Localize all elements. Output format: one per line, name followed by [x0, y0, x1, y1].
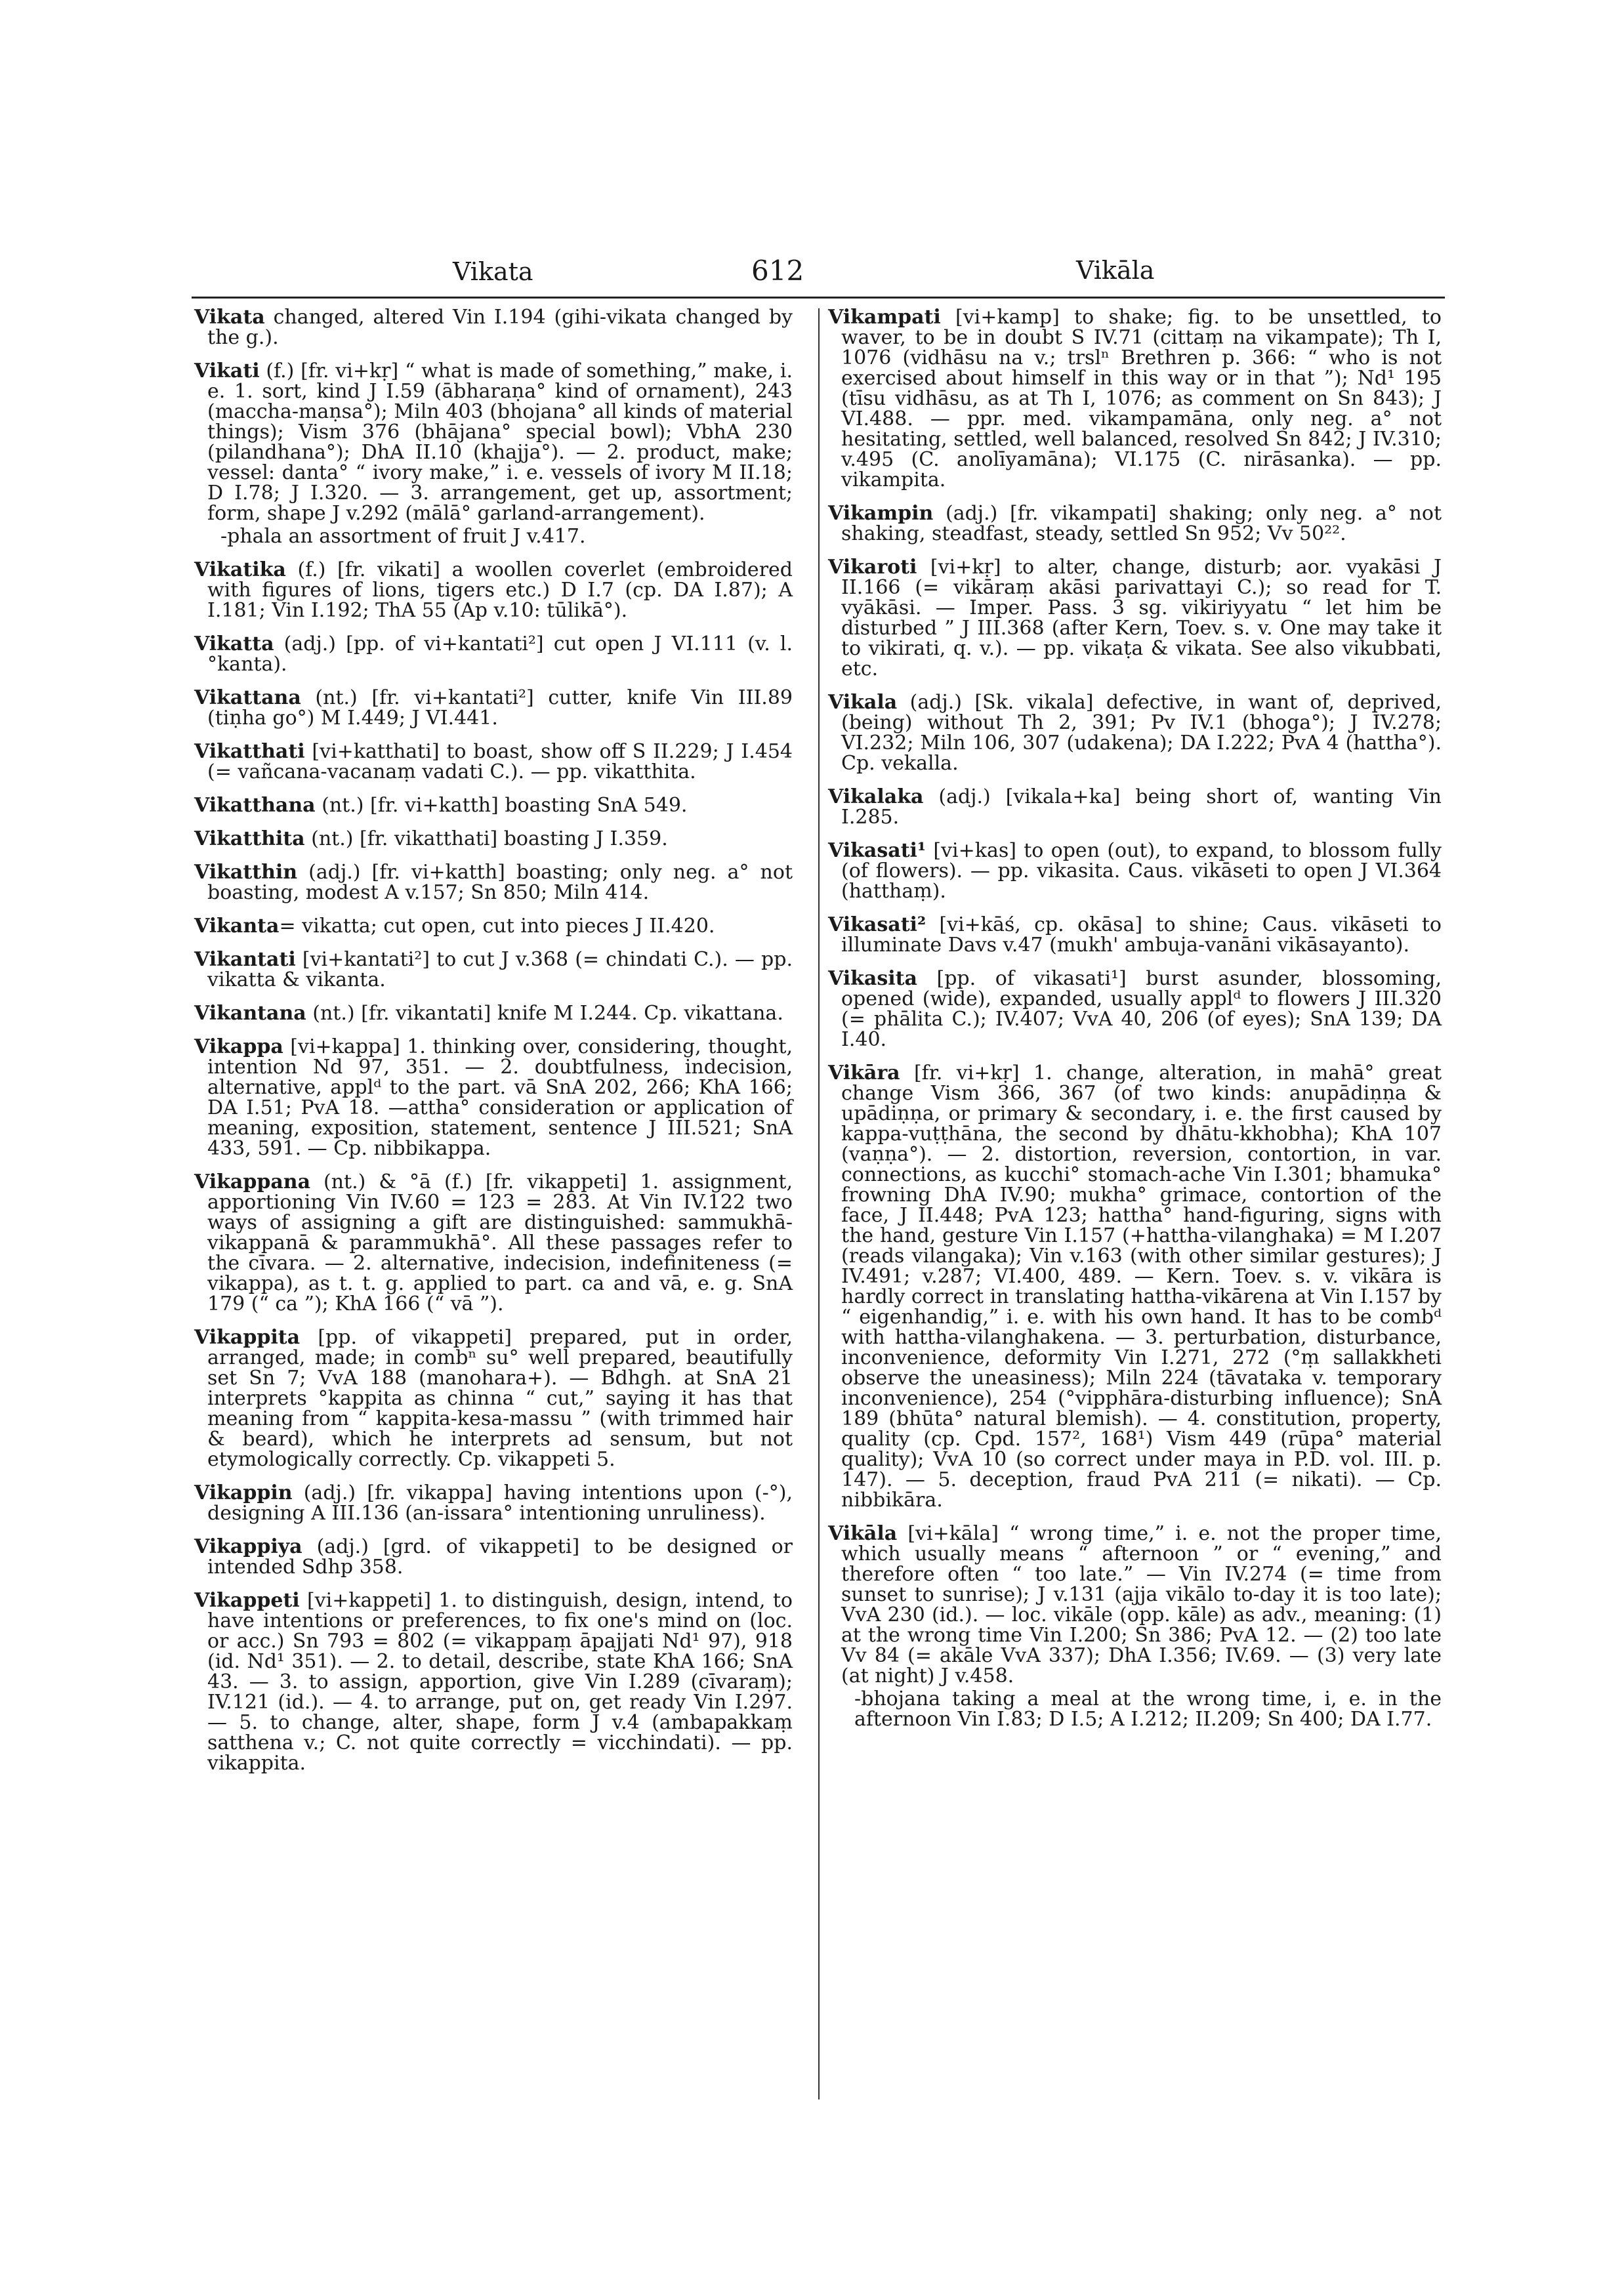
- entry-vikasati-1: [828, 840, 1442, 901]
- entry-vikattana: [194, 688, 793, 728]
- entry-vikanta: [194, 916, 793, 936]
- headword: Vikati: [194, 360, 260, 382]
- headword: Vikasati¹: [828, 839, 927, 862]
- headword: Vikappa: [194, 1035, 283, 1058]
- headword: Vikappana: [194, 1170, 311, 1193]
- entry-vikalaka: [828, 787, 1442, 827]
- definition: [vi+kappa] 1. thinking over, considering, thought, intention Nd 97, 351. — 2. doubtfulness, indecision, alternative, applᵈ to the part. vā SnA 202, 266; KhA 166; DA I.51; PvA 18. —attha° consideration or application of meaning, exposition, statement, sentence J III.521; SnA 433, 591. — Cp. nibbikappa.: [207, 1035, 793, 1160]
- headword: Vikampati: [828, 306, 941, 329]
- definition: [vi+katthati] to boast, show off S II.229; J I.454 (= vañcana-vacanaṃ vadati C.). — pp. vikatthita.: [207, 740, 793, 783]
- entry-vikappin: [194, 1483, 793, 1523]
- entry-vikati: [194, 361, 793, 547]
- definition: [vi+kas] to open (out), to expand, to blossom fully (of flowers). — pp. vikasita. Caus. vikāseti to open J VI.364 (hatthaṃ).: [841, 839, 1442, 903]
- sub-entry: -bhojana taking a meal at the wrong time, i, e. in the afternoon Vin I.83; D I.5; A I.212; II.209; Sn 400; DA I.77.: [854, 1687, 1442, 1731]
- headword: Vikatthati: [194, 740, 305, 763]
- page-number: 612: [751, 255, 804, 287]
- entry-vikappeti: [194, 1590, 793, 1773]
- headword: Vikampin: [828, 502, 934, 525]
- definition: (nt.) [fr. vikatthati] boasting J I.359.: [304, 827, 668, 850]
- entry-vikala-time: [828, 1523, 1442, 1729]
- right-column: [828, 307, 1442, 1743]
- entry-vikatthati: [194, 741, 793, 782]
- definition: [vi+kantati²] to cut J v.368 (= chindati C.). — pp. vikatta & vikanta.: [207, 948, 793, 991]
- headword: Vikanta: [194, 915, 280, 938]
- entry-vikara: [828, 1063, 1442, 1510]
- definition: (adj.) [grd. of vikappeti] to be designed or intended Sdhp 358.: [207, 1535, 793, 1579]
- definition: (nt.) & °ā (f.) [fr. vikappeti] 1. assignment, apportioning Vin IV.60 = 123 = 283. At Vin IV.122 two ways of assigning a gift are distinguished: sammukhā-vikappanā & parammukhā°. All these passages refer to the cīvara. — 2. alternative, indecision, indefiniteness (= vikappa), as t. t. g. applied to part. ca and vā, e. g. SnA 179 (“ ca ”); KhA 166 (“ vā ”).: [207, 1170, 793, 1315]
- sub-entry: -phala an assortment of fruit J v.417.: [220, 525, 586, 548]
- definition: (adj.) [fr. vikappa] having intentions upon (-°), designing A III.136 (an-issara° intentioning unruliness).: [207, 1481, 793, 1525]
- headword: Vikantati: [194, 948, 296, 971]
- headword: Vikata: [194, 306, 265, 329]
- entry-vikatthana: [194, 795, 793, 816]
- definition: [fr. vi+kṛ] 1. change, alteration, in mahā° great change Vism 366, 367 (of two kinds: anupādiṇṇa & upādiṇṇa, or primary & secondary, i. e. the first caused by kappa-vuṭṭhāna, the second by dhātu-kkhobha); KhA 107 (vaṇṇa°). — 2. distortion, reversion, contortion, in var. connections, as kucchi° stomach-ache Vin I.301; bhamuka° frowning DhA IV.90; mukha° grimace, contortion of the face, J II.448; PvA 123; hattha° hand-figuring, signs with the hand, gesture Vin I.157 (+hattha-vilanghaka) = M I.207 (reads vilangaka); Vin v.163 (with other similar gestures); J IV.491; v.287; VI.400, 489. — Kern. Toev. s. v. vikāra is hardly correct in translating hattha-vikārena at Vin I.157 by “ eigenhandig,” i. e. with his own hand. It has to be combᵈ with hattha-vilanghakena. — 3. perturbation, disturbance, inconvenience, deformity Vin I.271, 272 (°ṃ sallakkheti observe the uneasiness); Miln 224 (tāvataka v. temporary inconvenience), 254 (°vipphāra-disturbing influence); SnA 189 (bhūta° natural blemish). — 4. constitution, property, quality (cp. Cpd. 157², 168¹) Vism 449 (rūpa° material quality); VvA 10 (so correct under maya in P.D. vol. III. p. 147). — 5. deception, fraud PvA 211 (= nikati). — Cp. nibbikāra.: [841, 1062, 1442, 1512]
- definition: (adj.) [fr. vi+katth] boasting; only neg. a° not boasting, modest A v.157; Sn 850; Miln 414.: [207, 861, 793, 904]
- headword: Vikatthita: [194, 827, 305, 850]
- entry-vikappana: [194, 1172, 793, 1314]
- headword: Vikappeti: [194, 1589, 300, 1612]
- entry-vikasati-2: [828, 915, 1442, 955]
- definition: [vi+kamp] to shake; fig. to be unsettled, to waver, to be in doubt S IV.71 (cittaṃ na vikampate); Th I, 1076 (vidhāsu na v.; trslⁿ Brethren p. 366: “ who is not exercised about himself in this way or in that ”); Nd¹ 195 (tīsu vidhāsu, as at Th I, 1076; as comment on Sn 843); J VI.488. — ppr. med. vikampamāna, only neg. a° not hesitating, settled, well balanced, resolved Sn 842; J IV.310; v.495 (C. anolīyamāna); VI.175 (C. nirāsanka). — pp. vikampita.: [841, 306, 1442, 491]
- headword: Vikappiya: [194, 1535, 302, 1558]
- definition: [vi+kṛ] to alter, change, disturb; aor. vyakāsi J II.166 (= vikāraṃ akāsi parivattayi C.); so read for T. vyākāsi. — Imper. Pass. 3 sg. vikiriyyatu “ let him be disturbed ” J III.368 (after Kern, Toev. s. v. One may take it to vikirati, q. v.). — pp. vikaṭa & vikata. See also vikubbati, etc.: [841, 556, 1442, 680]
- headword: Vikasati²: [828, 913, 927, 936]
- definition: (f.) [fr. vi+kṛ] “ what is made of something,” make, i. e. 1. sort, kind J I.59 (ābharaṇa° kind of ornament), 243 (maccha-maṇsa°); Miln 403 (bhojana° all kinds of material things); Vism 376 (bhājana° special bowl); VbhA 230 (pilandhana°); DhA II.10 (khajja°). — 2. product, make; vessel: danta° “ ivory make,” i. e. vessels of ivory M II.18; D I.78; J I.320. — 3. arrangement, get up, assortment; form, shape J v.292 (mālā° garland-arrangement).: [207, 360, 793, 525]
- headword: Vikāra: [828, 1062, 900, 1085]
- headword: Vikatthana: [194, 794, 316, 817]
- definition: [vi+kappeti] 1. to distinguish, design, intend, to have intentions or preferences, to fix one's mind on (loc. or acc.) Sn 793 = 802 (= vikappaṃ āpajjati Nd¹ 97), 918 (id. Nd¹ 351). — 2. to detail, describe, state KhA 166; SnA 43. — 3. to assign, apportion, give Vin I.289 (cīvaraṃ); IV.121 (id.). — 4. to arrange, put on, get ready Vin I.297. — 5. to change, alter, shape, form J v.4 (ambapakkaṃ satthena v.; C. not quite correctly = vicchindati). — pp. vikappita.: [207, 1589, 793, 1775]
- entry-vikatta: [194, 634, 793, 674]
- headword: Vikatta: [194, 632, 274, 655]
- entry-vikantati: [194, 949, 793, 990]
- definition: changed, altered Vin I.194 (gihi-vikata changed by the g.).: [207, 306, 793, 349]
- entry-vikatthita: [194, 829, 793, 849]
- definition: (adj.) [vikala+ka] being short of, wanting Vin I.285.: [841, 785, 1442, 829]
- entry-vikasita: [828, 968, 1442, 1050]
- definition: [pp. of vikasati¹] burst asunder, blossoming, opened (wide), expanded, usually applᵈ to flowers J III.320 (= phālita C.); IV.407; VvA 40, 206 (of eyes); SnA 139; DA I.40.: [841, 967, 1442, 1051]
- entry-vikatthin: [194, 862, 793, 903]
- headword: Vikatthin: [194, 861, 298, 884]
- running-head-left: Vikata: [453, 257, 533, 286]
- left-column: [194, 307, 793, 1787]
- definition: [pp. of vikappeti] prepared, put in order, arranged, made; in combⁿ su° well prepared, beautifully set Sn 7; VvA 188 (manohara+). — Bdhgh. at SnA 21 interprets °kappita as chinna “ cut,” saying it has that meaning from “ kappita-kesa-massu ” (with trimmed hair & beard), which he interprets ad sensum, but not etymologically correctly. Cp. vikappeti 5.: [207, 1326, 793, 1471]
- headword: Vikatika: [194, 558, 286, 581]
- entry-vikata: [194, 307, 793, 348]
- running-head-right: Vikāla: [1076, 256, 1155, 285]
- definition: (adj.) [pp. of vi+kantati²] cut open J VI.111 (v. l. °kanta).: [207, 632, 793, 676]
- entry-vikala: [828, 692, 1442, 774]
- entry-vikappa: [194, 1037, 793, 1159]
- definition: (nt.) [fr. vikantati] knife M I.244. Cp. vikattana.: [306, 1002, 783, 1025]
- entry-vikampati: [828, 307, 1442, 490]
- definition: = vikatta; cut open, cut into pieces J II.420.: [279, 915, 715, 938]
- definition: (nt.) [fr. vi+kantati²] cutter, knife Vin III.89 (tiṇha go°) M I.449; J VI.441.: [207, 686, 793, 730]
- headword: Vikāla: [828, 1522, 898, 1545]
- headword: Vikappin: [194, 1481, 293, 1504]
- definition: [vi+kāś, cp. okāsa] to shine; Caus. vikāseti to illuminate Davs v.47 (mukh' ambuja-vanāni vikāsayanto).: [841, 913, 1442, 957]
- definition: (adj.) [Sk. vikala] defective, in want of, deprived, (being) without Th 2, 391; Pv IV.1 (bhoga°); J IV.278; VI.232; Miln 106, 307 (udakena); DA I.222; PvA 4 (hattha°). Cp. vekalla.: [841, 691, 1442, 775]
- header-rule: [192, 297, 1445, 299]
- entry-vikantana: [194, 1003, 793, 1023]
- definition: (nt.) [fr. vi+katth] boasting SnA 549.: [315, 794, 688, 817]
- entry-vikaroti: [828, 557, 1442, 679]
- definition: (adj.) [fr. vikampati] shaking; only neg. a° not shaking, steadfast, steady, settled Sn 952; Vv 50²².: [841, 502, 1442, 545]
- definition: (f.) [fr. vikati] a woollen coverlet (embroidered with figures of lions, tigers etc.) D I.7 (cp. DA I.87); A I.181; Vin I.192; ThA 55 (Ap v.10: tūlikā°).: [207, 558, 793, 622]
- entry-vikampin: [828, 503, 1442, 544]
- definition: [vi+kāla] “ wrong time,” i. e. not the proper time, which usually means “ afternoon ” or “ evening,” and therefore often “ too late.” — Vin IV.274 (= time from sunset to sunrise); J v.131 (ajja vikālo to-day it is too late); VvA 230 (id.). — loc. vikāle (opp. kāle) as adv., meaning: (1) at the wrong time Vin I.200; Sn 386; PvA 12. — (2) too late Vv 84 (= akāle VvA 337); DhA I.356; IV.69. — (3) very late (at night) J v.458.: [841, 1522, 1442, 1687]
- headword: Vikantana: [194, 1002, 306, 1025]
- entry-vikappita: [194, 1327, 793, 1470]
- column-divider: [818, 308, 820, 2099]
- entry-vikappiya: [194, 1537, 793, 1577]
- headword: Vikappita: [194, 1326, 301, 1349]
- headword: Vikaroti: [828, 556, 917, 579]
- headword: Vikasita: [828, 967, 917, 990]
- entry-vikatika: [194, 560, 793, 621]
- headword: Vikattana: [194, 686, 301, 709]
- headword: Vikala: [828, 691, 898, 714]
- headword: Vikalaka: [828, 785, 924, 808]
